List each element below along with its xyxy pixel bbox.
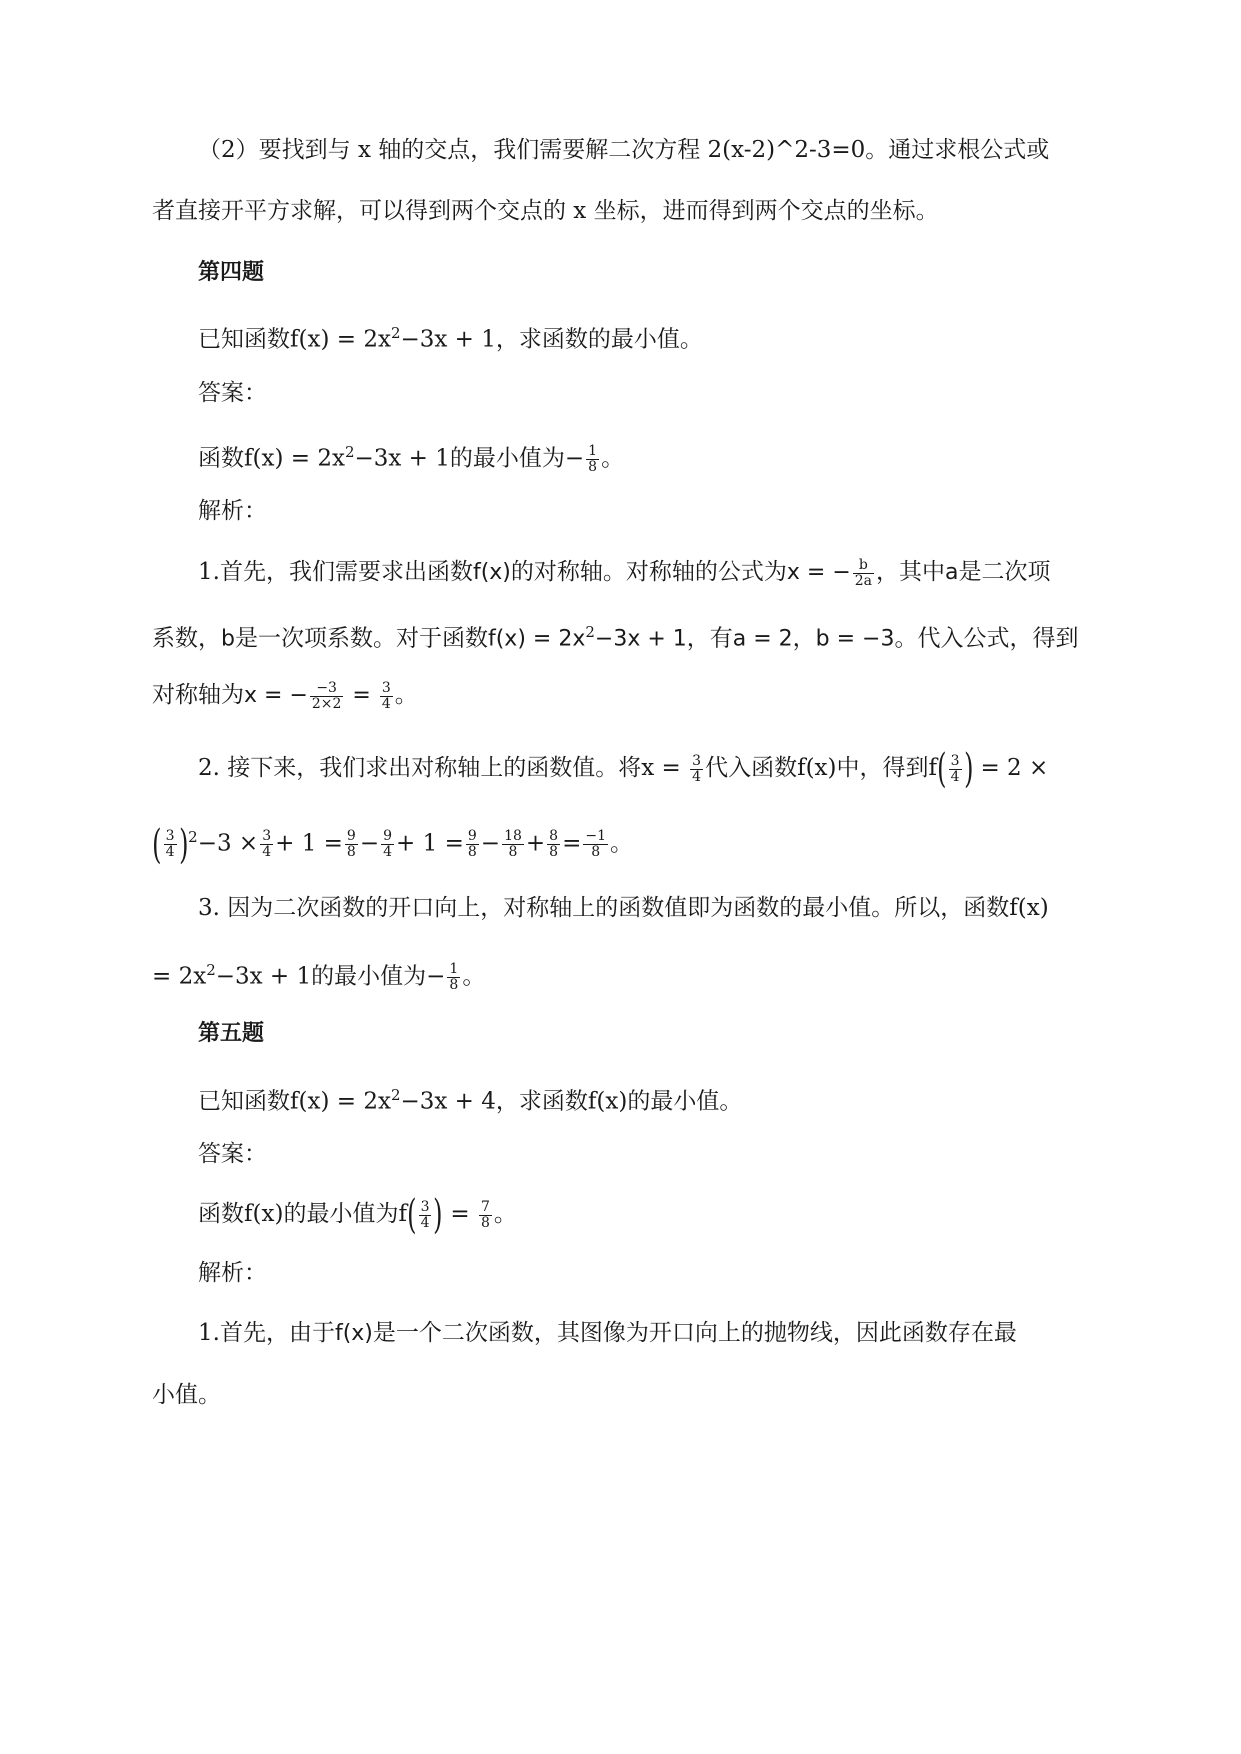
numerator: 3 (165, 828, 175, 845)
text: 。 (462, 963, 486, 990)
q4-answer (198, 437, 1241, 475)
math: = 2 × (973, 755, 1049, 781)
q4-step1-line2 (152, 617, 1241, 655)
math: f(x) = 2x (290, 1088, 391, 1115)
denominator: 4 (692, 768, 702, 785)
fraction (260, 829, 273, 860)
math: f(x) (1009, 895, 1049, 921)
text: 函数 (198, 445, 244, 472)
denominator: 2×2 (311, 695, 342, 712)
numerator: 3 (420, 1198, 430, 1215)
q4-step2-line2: ( $\frac{3}{4}$ )$^2$−3 × $\frac{3}{4}$ + 1 = $\frac{9}{8}$ − $\frac{9}{4}$ + 1 = $\frac{9}{8}$ − $\frac{18}{8}$ + $\frac{8}{8}$ = $\frac{-1}{8}$ 。 (152, 821, 634, 868)
text: ，求函数 (495, 1088, 588, 1115)
text: 解析： (198, 1260, 267, 1286)
math: + (525, 830, 546, 857)
q5-problem (198, 1080, 1241, 1117)
minus-sign: − (426, 963, 446, 990)
text: ，其中 (876, 559, 946, 585)
text: ， (792, 625, 816, 652)
fraction (853, 558, 874, 589)
math: x = − (786, 560, 851, 585)
numerator: 3 (381, 679, 391, 696)
numerator: 3 (692, 752, 702, 769)
math: = 2x (152, 963, 207, 990)
math: f(x) (472, 560, 511, 585)
math: = (443, 1201, 477, 1227)
text: 1.首先，由于 (198, 1320, 335, 1346)
text: 的最小值。 (627, 1088, 743, 1115)
q5-analysis-label (198, 1258, 1241, 1288)
text: （2）要找到与 x 轴的交点，我们需要解二次方程 2(x-2)^2-3=0。通过求根公式或 (198, 137, 1050, 163)
text: 。 (394, 682, 418, 708)
numerator: 3 (262, 828, 272, 845)
numerator: 7 (481, 1198, 490, 1215)
math: f(x) (587, 1088, 628, 1115)
text: 。代入公式，得到 (894, 625, 1079, 652)
text: 的对称轴。对称轴的公式为 (510, 559, 787, 585)
text: 答案： (198, 380, 267, 406)
numerator: −1 (585, 828, 607, 845)
math: − (359, 830, 380, 857)
denominator: 4 (165, 844, 175, 861)
fraction (380, 681, 393, 712)
q4-step3-line2 (152, 955, 1241, 993)
math: = (562, 830, 582, 857)
math: f(x) (244, 1201, 284, 1227)
fraction (583, 829, 608, 860)
heading-text: 第五题 (198, 1021, 265, 1046)
denominator: 4 (262, 844, 272, 861)
section-heading-q5 (198, 1019, 1241, 1049)
fraction (586, 444, 599, 475)
superscript: 2 (344, 443, 355, 461)
numerator: 3 (950, 752, 960, 769)
math: −3 × (197, 830, 259, 857)
text: 。 (493, 1201, 517, 1227)
q4-step3-line1 (198, 893, 1241, 923)
fraction (345, 829, 358, 860)
text: 是一次项系数。对于函数 (234, 625, 488, 652)
superscript: 2 (206, 961, 216, 979)
math: f(x) (334, 1321, 373, 1346)
math: a (945, 560, 959, 585)
text: 的最小值为 (283, 1201, 399, 1227)
text: 中，得到 (836, 755, 929, 781)
math: −3x + 1 (354, 445, 450, 472)
fraction (381, 829, 394, 860)
denominator: 8 (508, 844, 518, 861)
text: 的最小值为 (449, 445, 565, 472)
q4-step1-line1 (198, 557, 1241, 589)
math: −3x + 1 (400, 326, 496, 353)
numerator: 9 (346, 828, 356, 845)
math: f(x) = 2x (290, 326, 391, 353)
text: 小值。 (152, 1382, 221, 1408)
math: −3x + 1 (215, 963, 312, 990)
fraction (466, 829, 479, 860)
q4-answer-label (198, 378, 1241, 408)
text: 者直接开平方求解，可以得到两个交点的 x 坐标，进而得到两个交点的坐标。 (152, 198, 939, 224)
denominator: 4 (383, 844, 393, 861)
math: x = (641, 755, 689, 781)
denominator: 8 (549, 844, 559, 861)
math: b = −3 (815, 626, 895, 652)
math: −3x + 4 (400, 1088, 496, 1115)
text: 代入函数 (705, 755, 798, 781)
denominator: 2a (854, 572, 873, 589)
denominator: 8 (346, 844, 356, 861)
text: 的最小值为 (311, 963, 427, 990)
denominator: 8 (481, 1214, 490, 1231)
q4-step1-line3 (152, 680, 1241, 712)
text: 已知函数 (198, 1088, 290, 1115)
math: f (928, 755, 938, 781)
numerator: 1 (588, 443, 598, 460)
math: x = − (244, 683, 308, 708)
q5-answer: 函数f(x)的最小值为f( $\frac{3}{4}$ ) = $\frac{7}{8}$ 。 (198, 1192, 517, 1238)
text: 1.首先，我们需要求出函数 (198, 559, 473, 585)
fraction (949, 754, 962, 785)
math: − (480, 830, 501, 857)
q5-answer-label (198, 1139, 1241, 1169)
section-heading-q4 (198, 258, 1241, 288)
math: f(x) = 2x (244, 445, 345, 472)
superscript: 2 (585, 623, 595, 641)
math: a = 2 (732, 626, 793, 652)
math: −3x + 1 (594, 626, 687, 652)
superscript: 2 (188, 828, 198, 846)
text: 对称轴为 (152, 682, 244, 708)
math: f(x) (797, 755, 837, 781)
numerator: 1 (449, 961, 459, 978)
math: + 1 = (396, 830, 464, 857)
denominator: 8 (449, 977, 459, 994)
fraction (690, 754, 703, 785)
text: 是二次项 (958, 559, 1051, 585)
denominator: 4 (381, 695, 391, 712)
denominator: 4 (950, 768, 960, 785)
denominator: 4 (420, 1214, 430, 1231)
math: b (221, 626, 235, 652)
text: 函数 (198, 1201, 244, 1227)
text: 已知函数 (198, 326, 290, 353)
denominator: 8 (467, 844, 477, 861)
superscript: 2 (390, 324, 401, 342)
minus-sign: − (564, 445, 585, 472)
text: 是一个二次函数，其图像为开口向上的抛物线，因此函数存在最 (372, 1320, 1017, 1346)
superscript: 2 (390, 1086, 401, 1104)
fraction (502, 829, 524, 860)
q4-analysis-label (198, 496, 1241, 526)
math: f(x) = 2x (487, 626, 586, 652)
numerator: 9 (383, 828, 393, 845)
paragraph-line (198, 135, 1241, 165)
q4-step2-line1: 2. 接下来，我们求出对称轴上的函数值。将x = $\frac{3}{4}$ 代入函数f(x)中，得到f( $\frac{3}{4}$ ) = 2 × (198, 746, 1049, 792)
fraction (419, 1200, 432, 1231)
fraction (310, 681, 344, 712)
fraction (164, 829, 177, 860)
heading-text: 第四题 (198, 260, 265, 285)
math: + 1 = (275, 830, 343, 857)
denominator: 8 (588, 459, 598, 476)
numerator: 9 (467, 828, 477, 845)
text: 2. 接下来，我们求出对称轴上的函数值。将 (198, 755, 642, 781)
q4-problem (198, 318, 1241, 355)
numerator: 18 (504, 828, 522, 845)
text: 解析： (198, 498, 267, 524)
text: 。 (601, 445, 625, 472)
math: = (345, 683, 378, 708)
text: ，有 (686, 625, 733, 652)
text: 。 (610, 830, 634, 857)
paragraph-line (152, 196, 1241, 226)
text: 3. 因为二次函数的开口向上，对称轴上的函数值即为函数的最小值。所以，函数 (198, 895, 1010, 921)
math: f (398, 1201, 407, 1227)
fraction (479, 1200, 492, 1231)
text: 系数， (152, 625, 221, 652)
text: ，求函数的最小值。 (495, 326, 703, 353)
q5-step1-line2 (152, 1380, 1241, 1410)
fraction (447, 962, 460, 993)
numerator: −3 (310, 681, 344, 697)
numerator: 8 (549, 828, 559, 845)
q5-step1-line1 (198, 1318, 1241, 1349)
fraction (547, 829, 560, 860)
numerator: b (853, 558, 874, 574)
denominator: 8 (591, 844, 601, 861)
text: 答案： (198, 1141, 267, 1167)
